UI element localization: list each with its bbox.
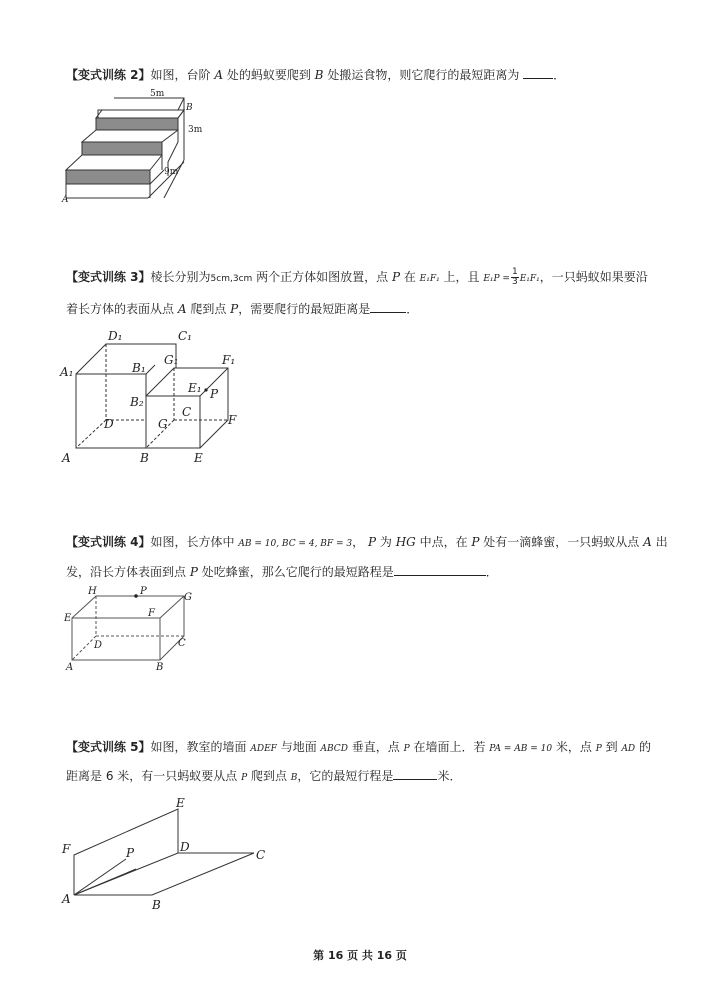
- point-D: D: [104, 417, 114, 431]
- point-B: B: [186, 103, 193, 113]
- point-H: H: [88, 586, 97, 597]
- point-E: E: [194, 451, 203, 465]
- page-footer: 第 16 页 共 16 页: [313, 949, 407, 962]
- point-A: A: [62, 451, 71, 465]
- point-F: F: [148, 608, 155, 619]
- point-C: C: [256, 848, 266, 862]
- point-P: P: [210, 387, 219, 401]
- staircase-figure: [58, 90, 208, 205]
- exercise-5-text-line2: 距离是 6 米，有一只蚂蚁要从点 P 爬到点 B，它的最短行程是 米．: [66, 769, 462, 783]
- cuboid-figure: [62, 586, 202, 672]
- point-B: B: [156, 662, 164, 673]
- exercise-5-text: 【变式训练 5】如图，教室的墙面 ADEF 与地面 ABCD 垂直，点 P 在墙面上．若 PA = AB = 10 米，点 P 到 AD 的: [66, 740, 651, 754]
- exercise-3-tag: 【变式训练 3】: [66, 270, 151, 284]
- exercise-4-tag: 【变式训练 4】: [66, 535, 151, 549]
- point-D: D: [180, 840, 190, 854]
- point-D: D: [94, 640, 103, 651]
- exercise-4-text: 【变式训练 4】如图，长方体中 AB = 10, BC = 4, BF = 3， P 为 HG 中点，在 P 处有一滴蜂蜜，一只蚂蚁从点 A 出: [66, 535, 668, 549]
- point-B: B: [152, 898, 161, 912]
- point-A: A: [66, 662, 74, 673]
- point-G: G: [184, 592, 192, 603]
- point-C: C: [178, 638, 186, 649]
- fraction-one-third: $\frac{1}{3}$: [511, 267, 518, 287]
- answer-blank: [370, 301, 406, 313]
- point-B: B: [140, 451, 149, 465]
- answer-blank: [393, 768, 437, 780]
- point-D1: D₁: [108, 329, 123, 343]
- point-B2: B₂: [130, 395, 144, 409]
- exercise-2-text: 【变式训练 2】如图，台阶 A 处的蚂蚁要爬到 B 处搬运食物，则它爬行的最短距离为 ．: [66, 68, 566, 82]
- exercise-5-tag: 【变式训练 5】: [66, 740, 151, 754]
- point-G1: G₁: [164, 353, 179, 367]
- point-F: F: [62, 842, 71, 856]
- point-C: C: [182, 405, 192, 419]
- wall-floor-figure: [60, 795, 280, 915]
- point-E: E: [64, 613, 72, 624]
- point-E: E: [176, 796, 185, 810]
- point-G: G: [158, 417, 168, 431]
- answer-blank: [394, 564, 486, 576]
- exercise-2-tag: 【变式训练 2】: [66, 68, 151, 82]
- point-F1: F₁: [222, 353, 236, 367]
- point-F: F: [228, 413, 237, 427]
- point-A: A: [62, 195, 69, 205]
- exercise-3-text: 【变式训练 3】棱长分别为5cm,3cm 两个正方体如图放置，点 P 在 E₁F₁ 上，且 E₁P = $\frac{1}{3}$ E₁F₁，一只蚂蚁如果要沿: [66, 267, 648, 287]
- label-5m: 5m: [150, 89, 165, 99]
- exercise-3-text-line2: 着长方体的表面从点 A 爬到点 P，需要爬行的最短距离是 ．: [66, 302, 419, 316]
- point-P: P: [140, 586, 147, 597]
- answer-blank: [523, 67, 553, 79]
- point-B1: B₁: [132, 361, 146, 375]
- point-A1: A₁: [60, 365, 74, 379]
- point-E1: E₁: [188, 381, 202, 395]
- label-9m: 9m: [164, 167, 179, 177]
- point-A: A: [62, 892, 71, 906]
- exercise-4-text-line2: 发，沿长方体表面到点 P 处吃蜂蜜，那么它爬行的最短路程是 ．: [66, 565, 498, 579]
- label-3m: 3m: [188, 125, 203, 135]
- two-cubes-figure: [60, 328, 250, 468]
- point-C1: C₁: [178, 329, 192, 343]
- point-P: P: [126, 846, 135, 860]
